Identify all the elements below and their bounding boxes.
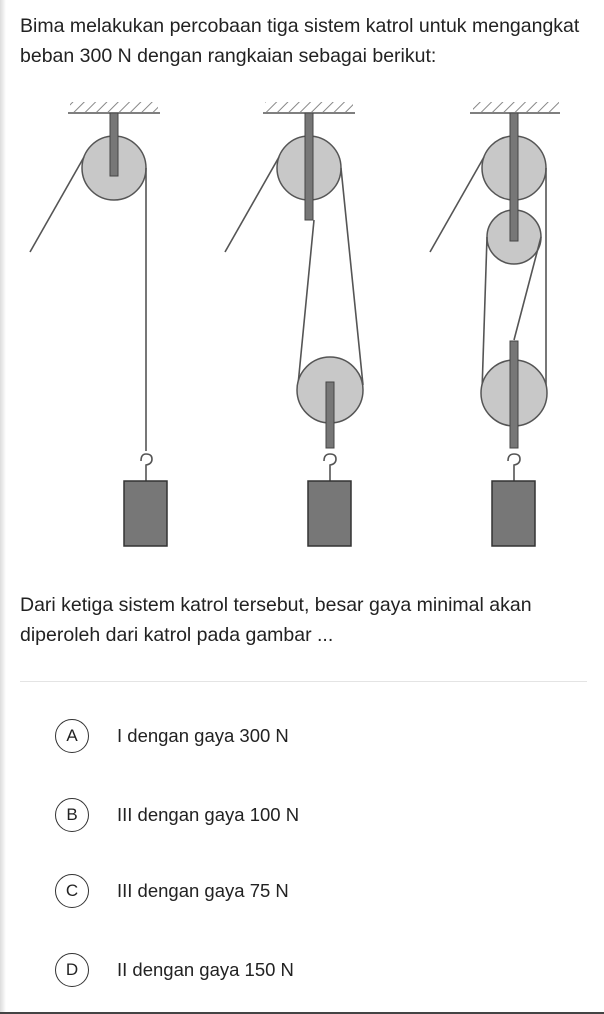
- option-letter-badge: C: [55, 874, 89, 908]
- load-weight: [492, 481, 535, 546]
- effort-rope: [225, 157, 279, 252]
- answer-option-b[interactable]: [55, 796, 555, 834]
- answer-option-a[interactable]: [55, 717, 555, 755]
- answer-option-c[interactable]: [55, 872, 555, 910]
- option-letter-badge: B: [55, 798, 89, 832]
- load-hook: [508, 454, 520, 481]
- rope-segment: [482, 237, 487, 391]
- pulley-system-3: [430, 102, 560, 546]
- pulley-system-2: [225, 102, 363, 546]
- divider: [20, 681, 587, 682]
- pulley-axle-rod: [110, 113, 118, 176]
- pulley-axle-rod: [326, 382, 334, 448]
- question-prompt: Dari ketiga sistem katrol tersebut, besar gaya minimal akan diperoleh dari katrol pada gambar ...: [20, 594, 532, 646]
- load-hook: [141, 454, 152, 481]
- option-letter-badge: A: [55, 719, 89, 753]
- ceiling-hatch: [473, 102, 559, 112]
- rope-segment: [298, 220, 314, 385]
- option-text: III dengan gaya 100 N: [117, 804, 300, 825]
- option-letter-badge: D: [55, 953, 89, 987]
- option-text: II dengan gaya 150 N: [117, 959, 294, 980]
- option-text: I dengan gaya 300 N: [117, 725, 289, 746]
- answer-option-d[interactable]: [55, 951, 555, 989]
- question-intro: Bima melakukan percobaan tiga sistem katrol untuk mengangkat beban 300 N dengan rangkaian sebagai berikut:: [20, 15, 580, 67]
- load-weight: [308, 481, 351, 546]
- rope-segment: [341, 168, 363, 385]
- pulley-axle-rod: [510, 113, 518, 241]
- option-text: III dengan gaya 75 N: [117, 880, 289, 901]
- effort-rope: [30, 157, 84, 252]
- pulley-axle-rod: [305, 113, 313, 220]
- load-weight: [124, 481, 167, 546]
- effort-rope: [430, 157, 484, 252]
- ceiling-hatch: [70, 102, 158, 112]
- pulley-system-1: [30, 102, 167, 546]
- ceiling-hatch: [265, 102, 353, 112]
- pulley-systems-figure: [0, 95, 604, 555]
- load-hook: [324, 454, 336, 481]
- pulley-axle-rod: [510, 341, 518, 448]
